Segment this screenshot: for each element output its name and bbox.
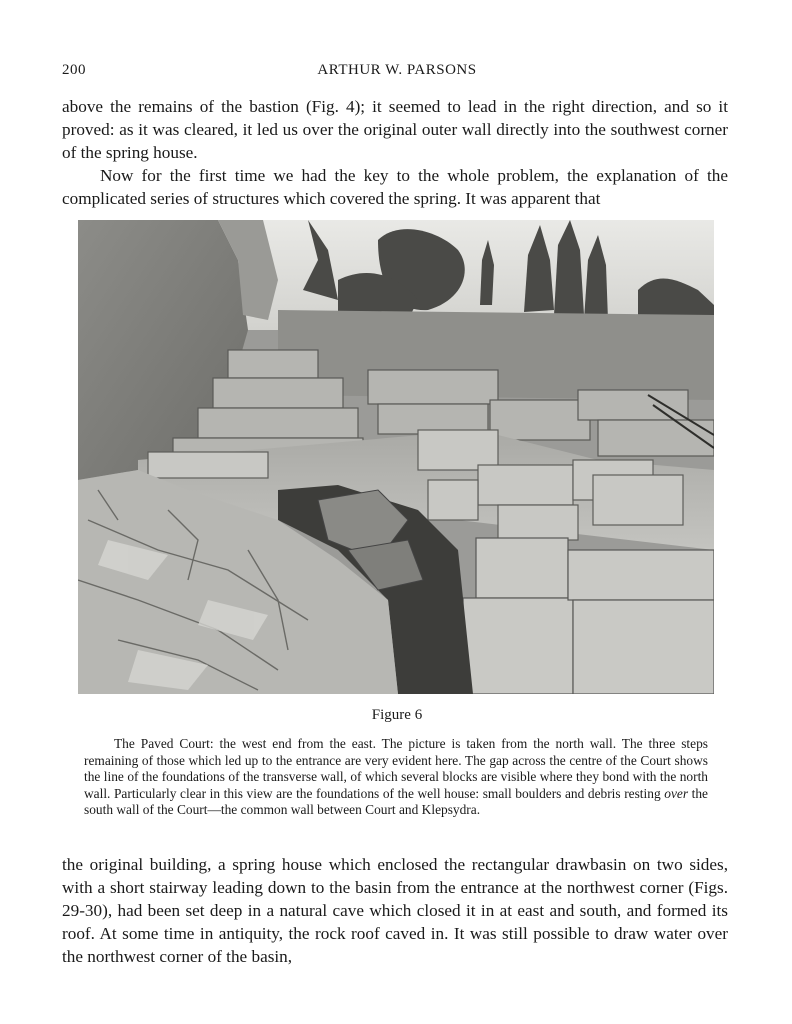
- caption-text-1: The Paved Court: the west end from the east. The picture is taken from the north wall. The three steps remaining of those which led up to the entrance are very evident here. The gap across the centre of the Court shows the line of the foundations of the transverse wall, of which several blocks are visible where they bond with the north wall. Particularly clear in this view are the foundations of the well house: small boulders and debris resting: [84, 736, 708, 801]
- excavation-photo: [78, 220, 714, 694]
- top-body-text: [62, 95, 728, 210]
- paragraph-now: Now for the first time we had the key to the whole problem, the explanation of the complicated series of structures which covered the spring. It was apparent that: [62, 166, 728, 208]
- figure-label: Figure 6: [371, 707, 423, 723]
- caption-emphasis: over: [664, 785, 689, 801]
- caption-text-2: the south wall of the Court—the common wall between Court and Klepsydra.: [84, 785, 708, 817]
- bottom-body-text: [62, 853, 728, 968]
- paragraph-continued: above the remains of the bastion (Fig. 4); it seemed to lead in the right direction, and so it proved: as it was cleared, it led us over the original outer wall directly into the southwest corner of the spring house.: [62, 97, 728, 162]
- figure-caption: [84, 736, 708, 819]
- figure-photograph: [78, 220, 714, 694]
- foreground-blocks: [463, 538, 714, 694]
- page-number: 200: [62, 62, 86, 78]
- running-title: ARTHUR W. PARSONS: [317, 62, 477, 78]
- paragraph-original-building: the original building, a spring house which enclosed the rectangular drawbasin on two sides, with a short stairway leading down to the basin from the entrance at the northwest corner (Figs. 29-30), had been set deep in a natural cave which closed it in at east and south, and formed its roof. At some time in antiquity, the rock roof caved in. It was still possible to draw water over the northwest corner of the basin,: [62, 855, 728, 966]
